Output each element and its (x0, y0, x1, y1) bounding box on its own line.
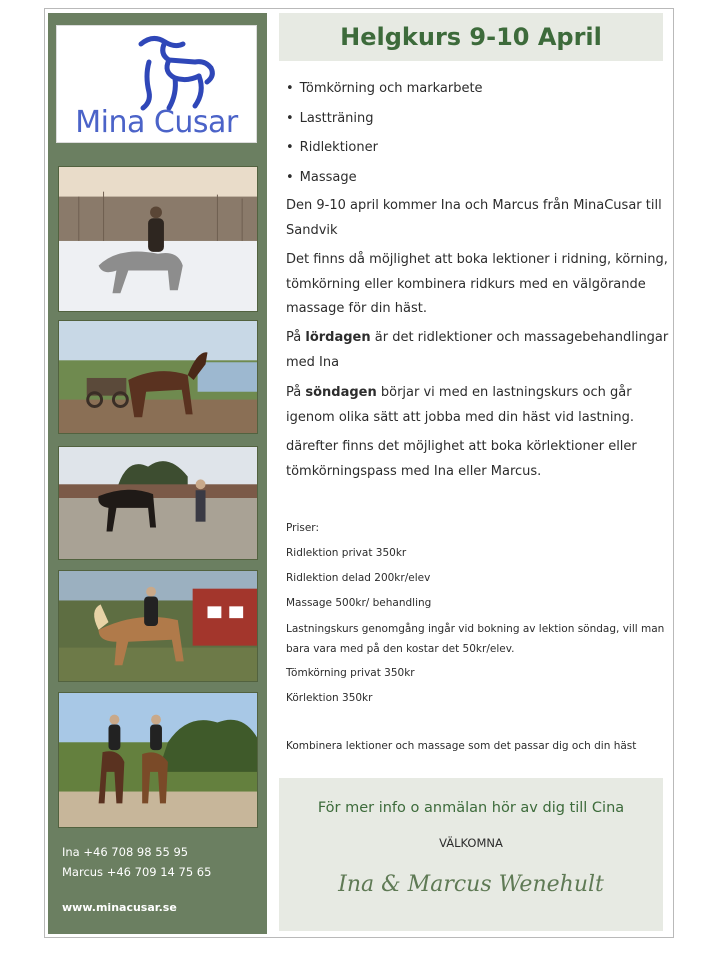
price-item: Lastningskurs genomgång ingår vid bokning av lektion söndag, vill man bara vara med på den kostar det 50kr/elev. (286, 623, 665, 655)
price-list (286, 516, 678, 711)
footer-panel (279, 778, 663, 931)
sunday-bold: söndagen (305, 385, 377, 400)
saturday-bold: lördagen (305, 330, 371, 345)
signature: Ina & Marcus Wenehult (338, 872, 604, 897)
photo-rider-snow (58, 166, 258, 312)
page-title: Helgkurs 9-10 April (340, 23, 602, 51)
logo-text: Mina Cusar (75, 105, 238, 140)
price-item: Tömkörning privat 350kr (286, 667, 415, 679)
photo-horse-cart (58, 320, 258, 434)
contact-ina: Ina +46 708 98 55 95 (62, 845, 189, 859)
list-item: • Ridlektioner (286, 135, 483, 165)
footer-welcome: VÄLKOMNA (439, 836, 503, 850)
footer-info: För mer info o anmälan hör av dig till Cina (317, 800, 625, 816)
list-item: • Lastträning (286, 106, 483, 136)
paragraph-intro: Den 9-10 april kommer Ina och Marcus från MinaCusar till Sandvik (286, 198, 662, 238)
combine-note: Kombinera lektioner och massage som det passar dig och din häst (286, 740, 637, 752)
paragraph-lessons: därefter finns det möjlighet att boka körlektioner eller tömkörningspass med Ina eller Marcus. (286, 439, 637, 479)
price-item: Massage 500kr/ behandling (286, 597, 432, 609)
prices-heading: Priser: (286, 522, 319, 534)
photo-groundwork (58, 446, 258, 560)
contact-marcus: Marcus +46 709 14 75 65 (62, 865, 212, 879)
list-item: • Massage (286, 165, 483, 195)
photo-rider-stable (58, 570, 258, 682)
logo (56, 25, 257, 143)
paragraph-sunday: På söndagen börjar vi med en lastningskurs och går igenom olika sätt att jobba med din häst vid lastning. (286, 385, 635, 425)
price-item: Ridlektion delad 200kr/elev (286, 572, 431, 584)
title-banner (279, 13, 663, 61)
website-link[interactable]: www.minacusar.se (62, 901, 177, 914)
horse-logo-icon (119, 32, 219, 114)
paragraph-options: Det finns då möjlighet att boka lektioner i ridning, körning, tömkörning eller kombinera ridkurs med en välgörande massage för din häst. (286, 252, 668, 316)
price-item: Ridlektion privat 350kr (286, 547, 407, 559)
list-item: • Tömkörning och markarbete (286, 76, 483, 106)
topic-list (286, 76, 483, 194)
paragraph-saturday: På lördagen är det ridlektioner och massagebehandlingar med Ina (286, 330, 669, 370)
price-item: Körlektion 350kr (286, 692, 373, 704)
photo-two-riders (58, 692, 258, 828)
